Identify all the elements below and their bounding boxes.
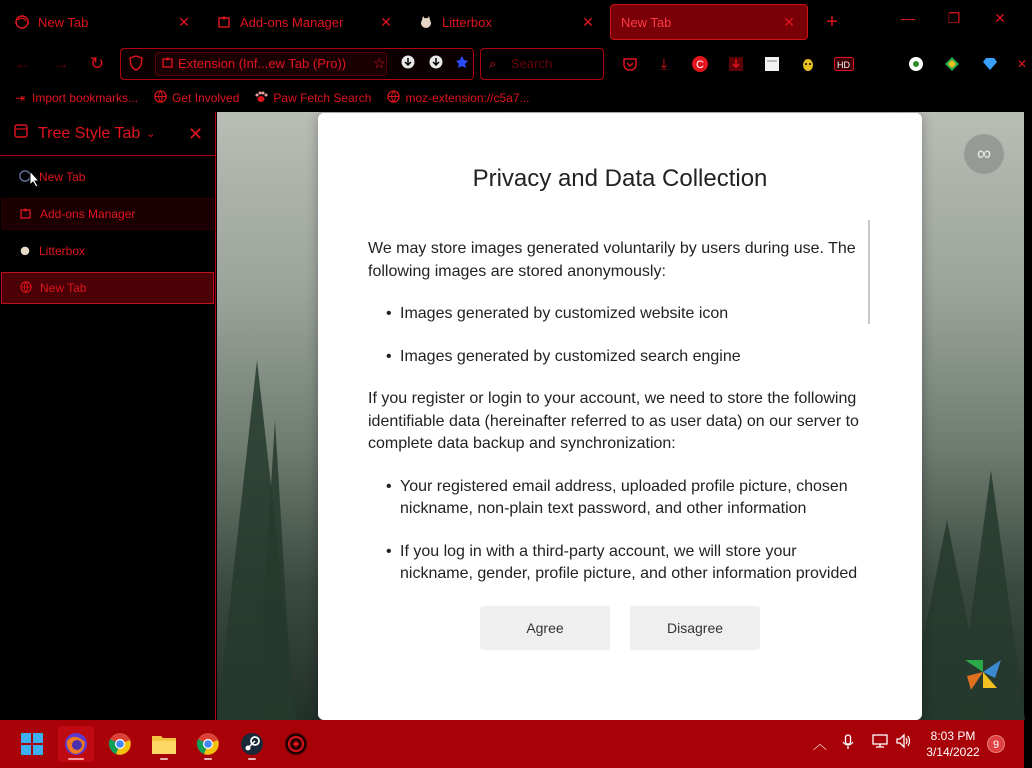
- taskbar-chrome-2[interactable]: [190, 726, 226, 762]
- overflow-menu-icon[interactable]: ✕: [1016, 57, 1028, 71]
- chevron-down-icon[interactable]: ⌄: [146, 128, 156, 140]
- taskbar-chrome[interactable]: [102, 726, 138, 762]
- bookmark-get-involved[interactable]: [152, 90, 239, 106]
- new-tab-button[interactable]: +: [826, 10, 838, 33]
- taskbar-vivaldi[interactable]: [278, 726, 314, 762]
- taskbar-steam[interactable]: [234, 726, 270, 762]
- dialog-paragraph: If you register or login to your account, we need to store the following identifiable data (hereinafter referred to as user data) on our server to complete data backup and synchronization:: [368, 390, 859, 452]
- start-icon: [20, 732, 44, 756]
- tab-close-icon[interactable]: ✕: [783, 13, 795, 30]
- puzzle-icon: [162, 53, 174, 75]
- list-item: • Images generated by customized search engine: [368, 346, 872, 369]
- globe-icon: [20, 281, 36, 296]
- taskbar-firefox[interactable]: [58, 726, 94, 762]
- tab-title: New Tab: [621, 14, 672, 30]
- bookmark-label: moz-extension://c5a7...: [405, 91, 530, 105]
- navigation-toolbar: [0, 44, 1028, 84]
- tab-title: Add-ons Manager: [240, 14, 344, 30]
- sidebar-tab-add-ons-manager[interactable]: [1, 198, 214, 230]
- sidebar-tab-title: Litterbox: [39, 244, 86, 258]
- microphone-icon[interactable]: [838, 734, 858, 753]
- puzzle-icon: [216, 14, 232, 30]
- paw-icon: [253, 90, 269, 107]
- tab-new-tab-1[interactable]: [4, 4, 202, 40]
- running-indicator: [248, 758, 256, 760]
- tab-add-ons-manager[interactable]: [206, 4, 404, 40]
- download-manager-icon[interactable]: [726, 54, 746, 74]
- sidebar-title[interactable]: Tree Style Tab: [38, 124, 141, 142]
- bookmark-label: Import bookmarks...: [32, 91, 139, 105]
- extension-gem-icon[interactable]: [980, 54, 1000, 74]
- sidebar-tab-title: New Tab: [40, 281, 87, 295]
- system-clock[interactable]: [920, 728, 986, 760]
- search-icon: ⌕: [489, 56, 497, 71]
- volume-icon[interactable]: [894, 734, 914, 751]
- bookmark-label: Paw Fetch Search: [273, 91, 372, 105]
- url-text: Extension (Inf...ew Tab (Pro)): [178, 56, 347, 71]
- tree-style-tab-sidebar: [0, 112, 216, 720]
- privacy-dialog: [318, 113, 922, 720]
- windows-taskbar: [0, 720, 1024, 768]
- search-input[interactable]: [480, 48, 604, 80]
- list-item: • Your registered email address, uploaded profile picture, chosen nickname, non-plain text password, and other information: [368, 476, 872, 521]
- infinity-icon[interactable]: ∞: [964, 134, 1004, 174]
- shield-icon[interactable]: [129, 55, 143, 74]
- notes-extension-icon[interactable]: [762, 54, 782, 74]
- sidebar-tab-new-tab-active[interactable]: [1, 272, 214, 304]
- firefox-icon: [64, 732, 88, 756]
- forward-button[interactable]: →: [52, 54, 70, 73]
- running-indicator: [68, 758, 84, 760]
- tab-close-icon[interactable]: ✕: [582, 13, 594, 30]
- restore-button[interactable]: ❐: [947, 10, 961, 26]
- bookmark-paw-fetch[interactable]: [253, 90, 371, 107]
- search-placeholder: Search: [511, 56, 553, 71]
- firefox-icon: [14, 14, 30, 30]
- dialog-paragraph: We may store images generated voluntarily by users during use. The following images are stored anonymously:: [368, 240, 856, 280]
- network-icon[interactable]: [870, 734, 890, 751]
- back-button[interactable]: ←: [14, 54, 32, 73]
- dialog-title: Privacy and Data Collection: [472, 165, 768, 192]
- notification-badge[interactable]: 9: [987, 735, 1005, 753]
- dialog-bullet-list: [368, 303, 872, 368]
- download-icon[interactable]: [429, 55, 443, 72]
- file-explorer-icon: [151, 733, 177, 755]
- tab-close-icon[interactable]: ✕: [178, 13, 190, 30]
- tab-close-icon[interactable]: ✕: [380, 13, 392, 30]
- running-indicator: [160, 758, 168, 760]
- clock-time: 8:03 PM: [930, 729, 976, 743]
- dialog-scrollbar[interactable]: [868, 220, 870, 324]
- pinwheel-icon[interactable]: [963, 652, 1003, 692]
- list-item: • If you log in with a third-party account, we will store your nickname, gender, profile picture, and other information provided: [368, 541, 872, 586]
- bookmark-moz-extension[interactable]: [385, 90, 529, 106]
- puzzle-icon: [20, 207, 36, 222]
- cat-icon: [19, 244, 35, 259]
- chevron-up-icon[interactable]: ︿: [813, 736, 827, 752]
- tab-title: Litterbox: [442, 14, 492, 30]
- extension-face-icon[interactable]: [798, 54, 818, 74]
- globe-icon: [152, 90, 168, 106]
- disagree-button[interactable]: Disagree: [630, 606, 760, 650]
- import-icon: ⇥: [14, 91, 26, 105]
- dialog-bullet-list: [368, 476, 872, 586]
- svg-text:C: C: [696, 59, 704, 71]
- sidebar-tab-litterbox[interactable]: [1, 235, 214, 267]
- url-bar[interactable]: [120, 48, 474, 80]
- vivaldi-icon: [284, 732, 308, 756]
- minimize-button[interactable]: —: [901, 10, 915, 26]
- bookmark-label: Get Involved: [172, 91, 240, 105]
- tab-litterbox[interactable]: [408, 4, 606, 40]
- taskbar-file-explorer[interactable]: [146, 726, 182, 762]
- pocket-icon[interactable]: [620, 54, 640, 74]
- clock-date: 3/14/2022: [926, 745, 980, 759]
- bookmark-extension-icon[interactable]: [455, 55, 469, 72]
- running-indicator: [204, 758, 212, 760]
- sidebar-tree-icon: [14, 124, 30, 143]
- extension-diamond-icon[interactable]: [942, 54, 962, 74]
- tab-strip: [0, 0, 1024, 44]
- steam-icon: [240, 732, 264, 756]
- star-icon[interactable]: ☆: [373, 55, 386, 71]
- sidebar-close-button[interactable]: ✕: [188, 124, 204, 144]
- bookmark-import[interactable]: [12, 91, 138, 105]
- sidebar-tab-title: New Tab: [39, 170, 86, 184]
- hd-extension-icon[interactable]: [834, 54, 854, 74]
- agree-button[interactable]: Agree: [480, 606, 610, 650]
- globe-icon: [385, 90, 401, 106]
- sidebar-tab-title: Add-ons Manager: [40, 207, 136, 221]
- svg-text:HD: HD: [837, 60, 850, 70]
- download-icon[interactable]: [401, 55, 415, 72]
- extension-identity-chip[interactable]: [155, 52, 387, 76]
- list-item: • Images generated by customized website icon: [368, 303, 872, 326]
- reload-button[interactable]: ↻: [89, 54, 105, 73]
- dialog-body[interactable]: [368, 218, 872, 580]
- bookmarks-toolbar: [0, 84, 1024, 112]
- chrome-icon: [108, 732, 132, 756]
- tree-silhouette: [257, 420, 293, 720]
- mouse-cursor-icon: [29, 170, 41, 188]
- downloads-icon[interactable]: ⤓: [660, 55, 668, 73]
- tab-new-tab-active[interactable]: [610, 4, 808, 40]
- extension-c-icon[interactable]: [690, 54, 710, 74]
- close-window-button[interactable]: ✕: [994, 10, 1006, 26]
- cat-icon: [418, 14, 434, 30]
- tab-title: New Tab: [38, 14, 89, 30]
- start-button[interactable]: [14, 726, 50, 762]
- chrome-icon: [196, 732, 220, 756]
- extension-recycle-icon[interactable]: [906, 54, 926, 74]
- sidebar-header: [0, 112, 215, 156]
